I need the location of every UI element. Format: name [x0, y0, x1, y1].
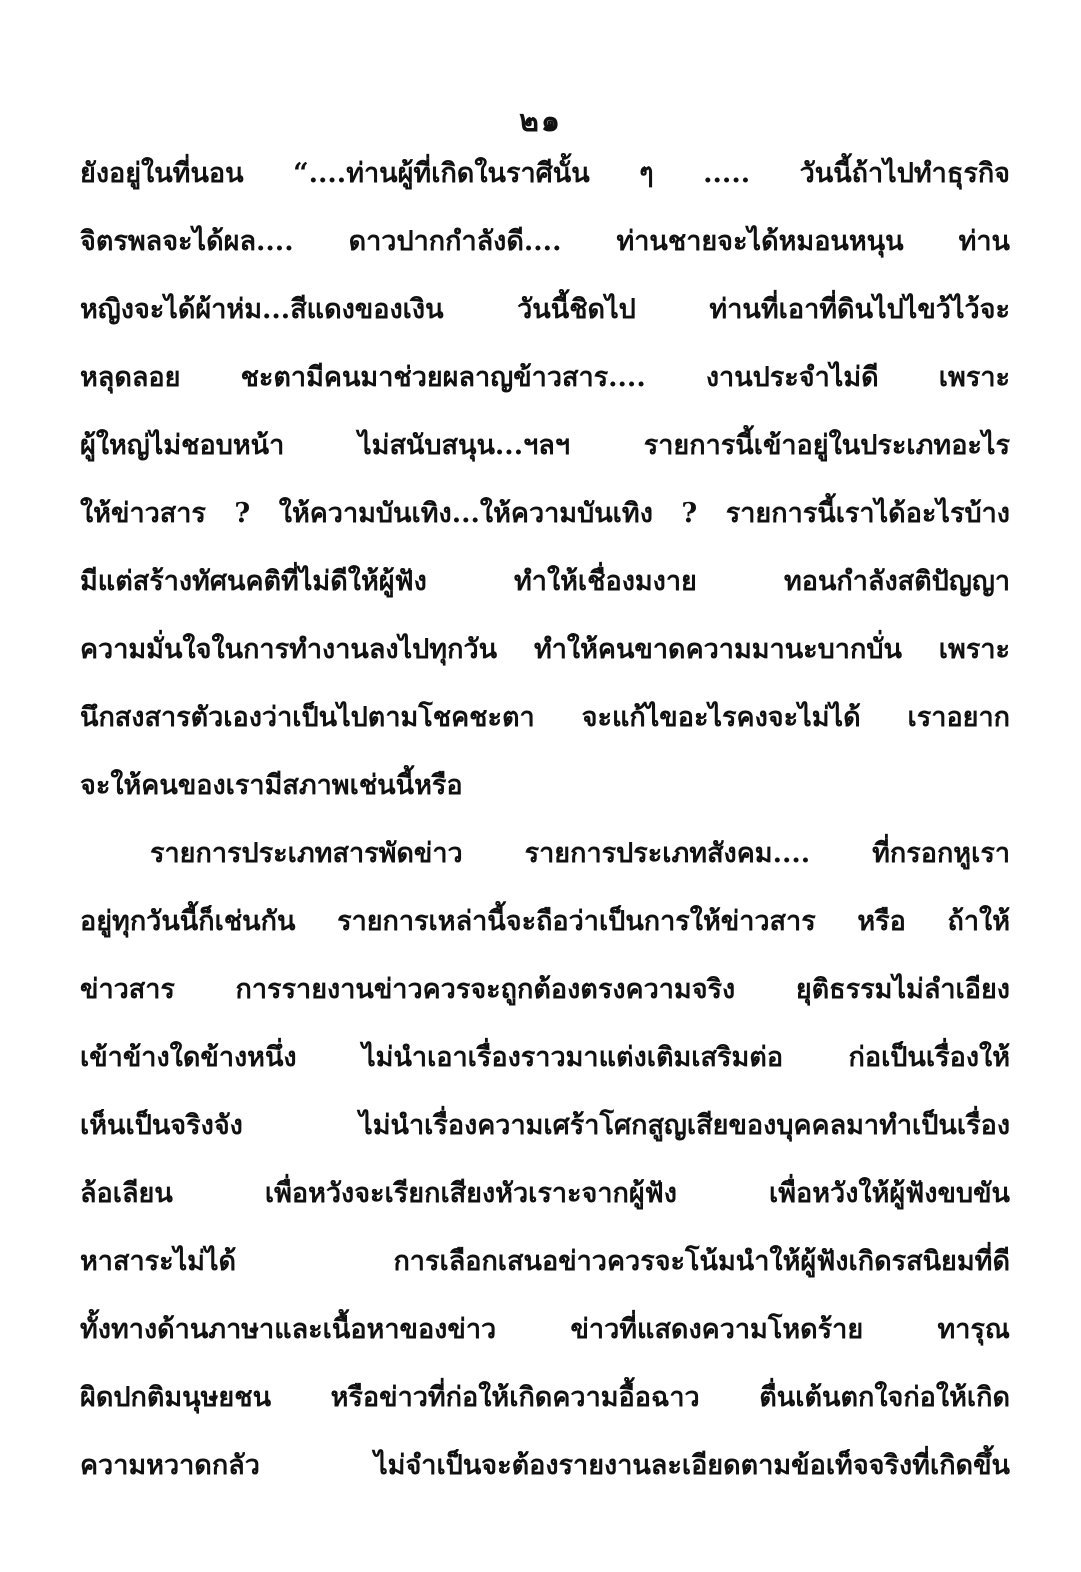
text-line: หาสาระไม่ได้ การเลือกเสนอข่าวควรจะโน้มนำให้ผู้ฟังเกิดรสนิยมที่ดี [80, 1246, 1010, 1277]
text-line: ล้อเลียน เพื่อหวังจะเรียกเสียงหัวเราะจากผู้ฟัง เพื่อหวังให้ผู้ฟังขบขัน [80, 1178, 1010, 1209]
text-line: ความหวาดกลัว ไม่จำเป็นจะต้องรายงานละเอียดตามข้อเท็จจริงที่เกิดขึ้น [80, 1450, 1010, 1481]
text-line: อยู่ทุกวันนี้ก็เช่นกัน รายการเหล่านี้จะถือว่าเป็นการให้ข่าวสาร หรือ ถ้าให้ [80, 906, 1010, 937]
text-line: จะให้คนของเรามีสภาพเช่นนี้หรือ [80, 770, 463, 801]
page-number: ๒๑ [519, 104, 562, 139]
text-line: จิตรพลจะได้ผล.... ดาวปากกำลังดี.... ท่านชายจะได้หมอนหนุน ท่าน [80, 226, 1010, 257]
paragraph-first-line: รายการประเภทสารพัดข่าว รายการประเภทสังคม.... ที่กรอกหูเรา [150, 838, 1010, 869]
text-line: เข้าข้างใดข้างหนึ่ง ไม่นำเอาเรื่องราวมาแต่งเติมเสริมต่อ ก่อเป็นเรื่องให้ [80, 1042, 1010, 1073]
text-line: ข่าวสาร การรายงานข่าวควรจะถูกต้องตรงความจริง ยุติธรรมไม่ลำเอียง [80, 974, 1010, 1005]
text-line: ผู้ใหญ่ไม่ชอบหน้า ไม่สนับสนุน...ฯลฯ รายการนี้เข้าอยู่ในประเภทอะไร [80, 430, 1010, 461]
body-text [80, 140, 1010, 1500]
text-line: หญิงจะได้ผ้าห่ม...สีแดงของเงิน วันนี้ชิดไป ท่านที่เอาที่ดินไปไขว้ไว้จะ [80, 294, 1010, 325]
text-line: ให้ข่าวสาร ? ให้ความบันเทิง...ให้ความบันเทิง ? รายการนี้เราได้อะไรบ้าง [80, 498, 1010, 529]
text-line: ทั้งทางด้านภาษาและเนื้อหาของข่าว ข่าวที่แสดงความโหดร้าย ทารุณ [80, 1314, 1010, 1345]
text-line: เห็นเป็นจริงจัง ไม่นำเรื่องความเศร้าโศกสูญเสียของบุคคลมาทำเป็นเรื่อง [80, 1110, 1010, 1141]
text-line: ความมั่นใจในการทำงานลงไปทุกวัน ทำให้คนขาดความมานะบากบั่น เพราะ [80, 634, 1010, 665]
text-line: หลุดลอย ชะตามีคนมาช่วยผลาญข้าวสาร.... งานประจำไม่ดี เพราะ [80, 362, 1010, 393]
text-line: มีแต่สร้างทัศนคติที่ไม่ดีให้ผู้ฟัง ทำให้เชื่องมงาย ทอนกำลังสติปัญญา [80, 566, 1010, 597]
text-line: ผิดปกติมนุษยชน หรือข่าวที่ก่อให้เกิดความอื้อฉาว ตื่นเต้นตกใจก่อให้เกิด [80, 1382, 1010, 1413]
text-line: นึกสงสารตัวเองว่าเป็นไปตามโชคชะตา จะแก้ไขอะไรคงจะไม่ได้ เราอยาก [80, 702, 1010, 733]
text-line: ยังอยู่ในที่นอน “....ท่านผู้ที่เกิดในราศีนั้น ๆ ..... วันนี้ถ้าไปทำธุรกิจ [80, 158, 1010, 189]
